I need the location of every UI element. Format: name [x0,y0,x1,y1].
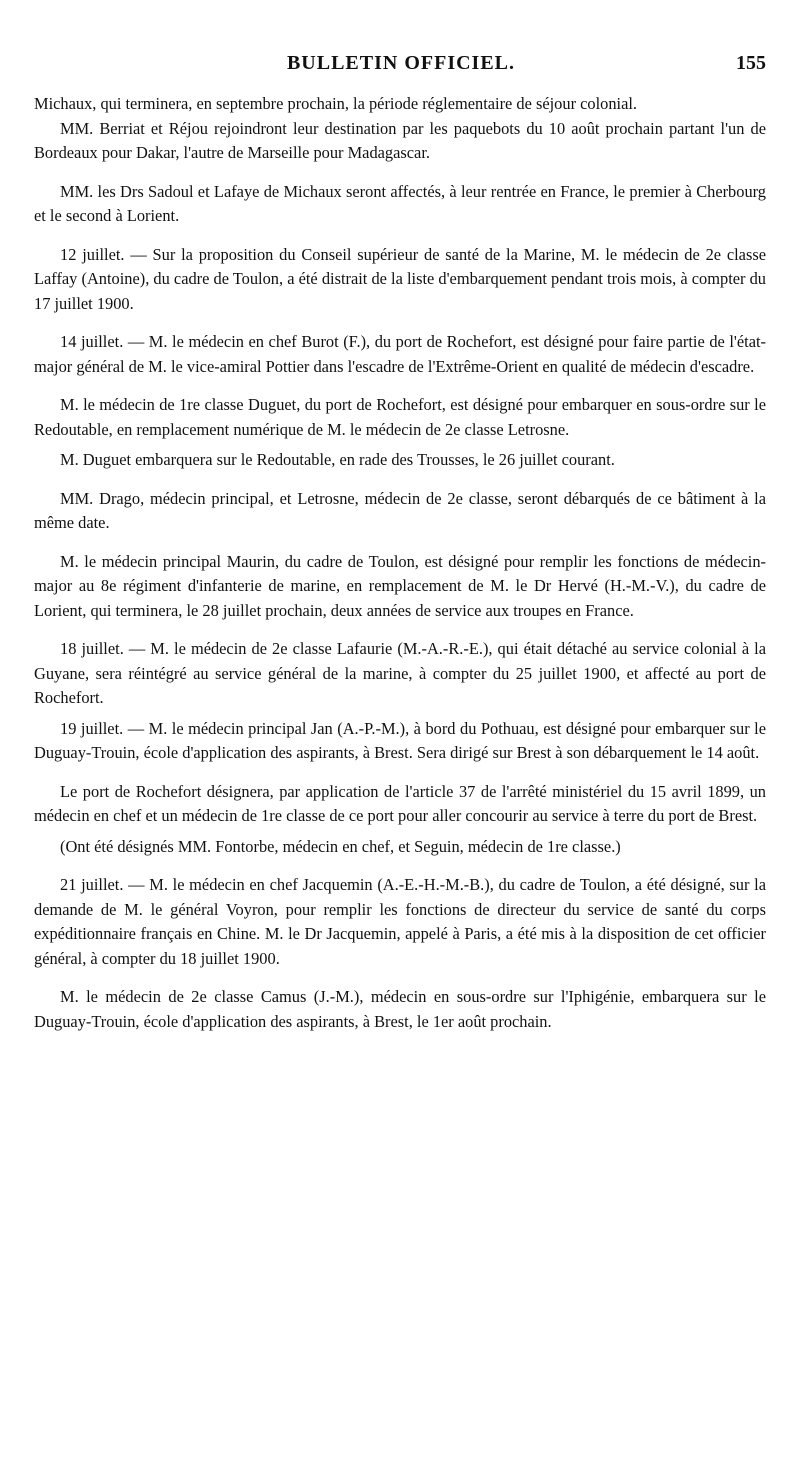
paragraph: M. le médecin principal Maurin, du cadre de Toulon, est désigné pour remplir les fonctions de médecin-major au 8e régiment d'infanterie de marine, en remplacement de M. le Dr Hervé (H.-M.-V.), du cadre de Lorient, qui terminera, le 28 juillet prochain, deux années de service aux troupes en France. [34,551,766,620]
paragraph: (Ont été désignés MM. Fontorbe, médecin en chef, et Seguin, médecin de 1re classe.) [60,836,621,856]
paragraph: Le port de Rochefort désignera, par application de l'article 37 de l'arrêté ministériel du 15 avril 1899, un médecin en chef et un médecin de 1re classe de ce port pour aller concourir au service à terre du port de Brest. [34,781,766,825]
paragraph: M. le médecin de 1re classe Duguet, du port de Rochefort, est désigné pour embarquer en sous-ordre sur le Redoutable, en remplacement numérique de M. le médecin de 2e classe Letrosne. [34,395,766,439]
paragraph: Michaux, qui terminera, en septembre prochain, la période réglementaire de séjour colonial. [34,94,638,113]
paragraph: M. Duguet embarquera sur le Redoutable, en rade des Trousses, le 26 juillet courant. [60,450,615,469]
paragraph: MM. Berriat et Réjou rejoindront leur destination par les paquebots du 10 août prochain partant l'un de Bordeaux pour Dakar, l'autre de Marseille pour Madagascar. [34,118,766,162]
document-body [34,92,766,1034]
paragraph: M. le médecin de 2e classe Camus (J.-M.), médecin en sous-ordre sur l'Iphigénie, embarquera sur le Duguay-Trouin, école d'application des aspirants, à Brest, le 1er août prochain. [34,987,766,1031]
page-header [36,52,766,82]
paragraph: 14 juillet. — M. le médecin en chef Burot (F.), du port de Rochefort, est désigné pour faire partie de l'état-major général de M. le vice-amiral Pottier dans l'escadre de l'Extrême-Orient en qualité de médecin d'escadre. [34,332,766,376]
paragraph: 18 juillet. — M. le médecin de 2e classe Lafaurie (M.-A.-R.-E.), qui était détaché au service colonial à la Guyane, sera réintégré au service général de la marine, à compter du 25 juillet 1900, et affecté au port de Rochefort. [34,639,766,707]
running-title: BULLETIN OFFICIEL. [286,52,516,74]
page-number: 155 [736,52,766,74]
paragraph: MM. Drago, médecin principal, et Letrosne, médecin de 2e classe, seront débarqués de ce bâtiment à la même date. [34,488,766,532]
paragraph: 19 juillet. — M. le médecin principal Jan (A.-P.-M.), à bord du Pothuau, est désigné pour embarquer sur le Duguay-Trouin, école d'application des aspirants, à Brest. Sera dirigé sur Brest à son débarquement le 14 août. [34,718,766,762]
paragraph: 21 juillet. — M. le médecin en chef Jacquemin (A.-E.-H.-M.-B.), du cadre de Toulon, a été désigné, sur la demande de M. le général Voyron, pour remplir les fonctions de directeur du service de santé du corps expéditionnaire français en Chine. M. le Dr Jacquemin, appelé à Paris, a été mis à la disposition de cet officier général, à compter du 18 juillet 1900. [34,875,766,968]
paragraph: MM. les Drs Sadoul et Lafaye de Michaux seront affectés, à leur rentrée en France, le premier à Cherbourg et le second à Lorient. [34,181,766,225]
paragraph: 12 juillet. — Sur la proposition du Conseil supérieur de santé de la Marine, M. le médecin de 2e classe Laffay (Antoine), du cadre de Toulon, a été distrait de la liste d'embarquement pendant trois mois, à compter du 17 juillet 1900. [34,244,766,313]
